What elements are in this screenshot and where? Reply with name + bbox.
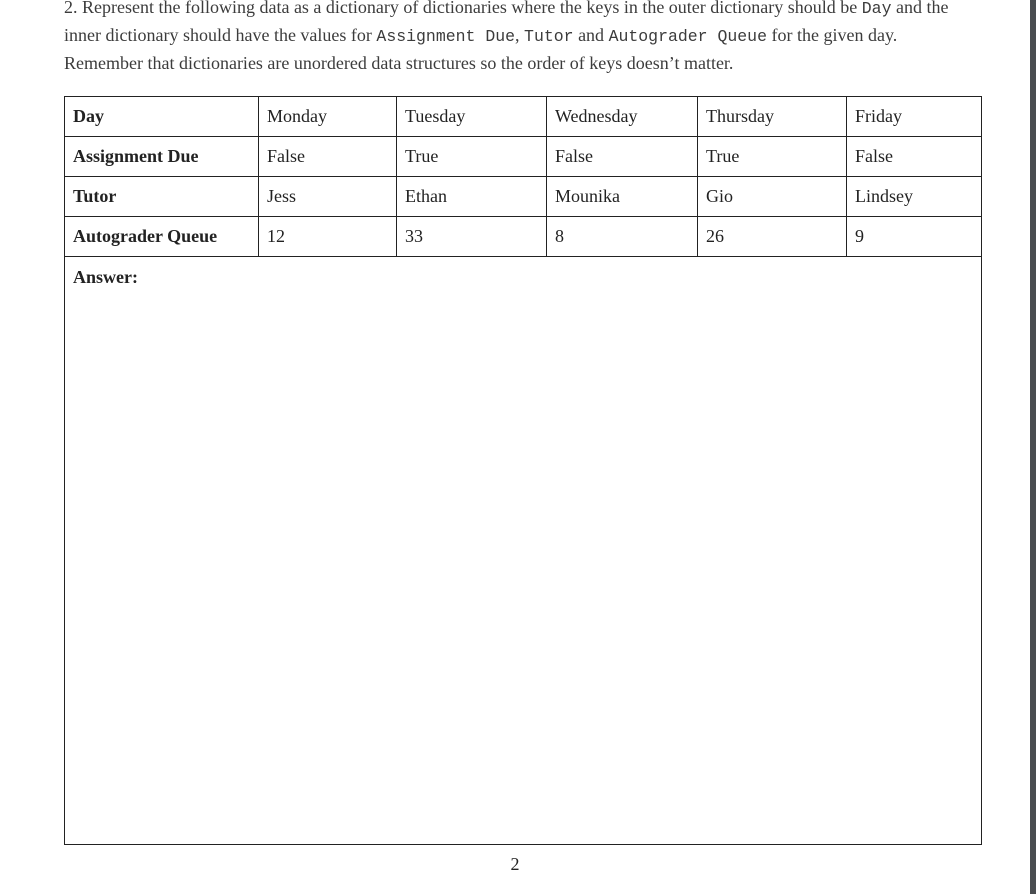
question-part3: for the given day. Remember that dictionaries are unordered data structures so the order of keys doesn’t matter. [64,25,898,73]
table-row [65,137,982,177]
table-cell: False [259,137,397,177]
code-assignment-due: Assignment Due [376,27,516,46]
question-and: and [578,25,605,45]
table-cell: Thursday [698,97,847,137]
question-text [64,0,974,76]
table-cell: 12 [259,217,397,257]
table-row [65,177,982,217]
answer-row [65,257,982,845]
question-comma: , [515,25,520,45]
table-cell: Ethan [397,177,547,217]
table-cell: False [847,137,982,177]
code-tutor: Tutor [524,27,574,46]
table-cell: 9 [847,217,982,257]
row-header: Day [65,97,259,137]
table-cell: Jess [259,177,397,217]
row-header: Tutor [65,177,259,217]
table-cell: Wednesday [547,97,698,137]
table-cell: Mounika [547,177,698,217]
code-autograder-queue: Autograder Queue [608,27,767,46]
answer-label: Answer: [73,267,138,287]
row-header: Assignment Due [65,137,259,177]
table-cell: Tuesday [397,97,547,137]
row-header: Autograder Queue [65,217,259,257]
table-row [65,97,982,137]
table-cell: 26 [698,217,847,257]
table-cell: Gio [698,177,847,217]
table-cell: True [698,137,847,177]
table-cell: Lindsey [847,177,982,217]
viewer-background [1030,0,1036,894]
question-part1: Represent the following data as a dictionary of dictionaries where the keys in the outer dictionary should be [82,0,858,17]
question-number: 2. [64,0,78,17]
question-part2: and the inner dictionary should have the values for [64,0,949,45]
data-table [64,96,982,845]
table-cell: False [547,137,698,177]
table-cell: Monday [259,97,397,137]
table-cell: 33 [397,217,547,257]
table-row [65,217,982,257]
code-day: Day [861,0,892,18]
table-cell: Friday [847,97,982,137]
page-number: 2 [510,854,520,874]
table-cell: 8 [547,217,698,257]
answer-box[interactable] [65,257,982,845]
table-cell: True [397,137,547,177]
